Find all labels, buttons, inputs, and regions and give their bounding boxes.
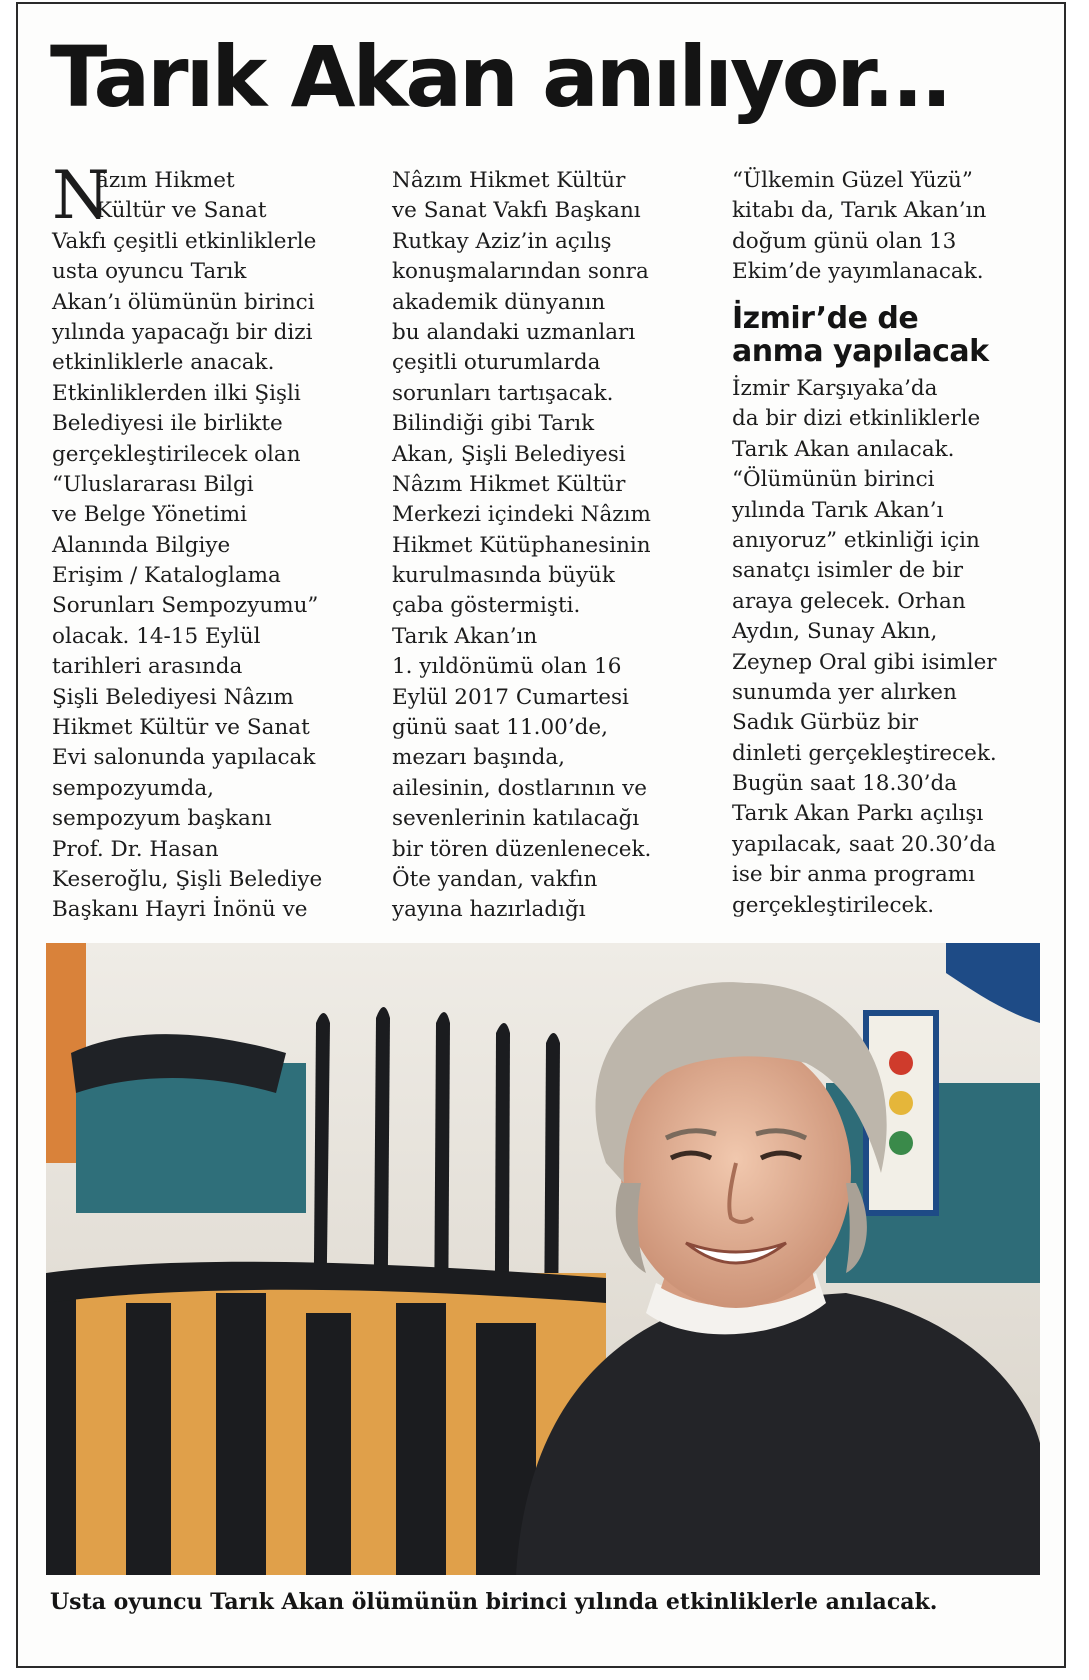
subheading [732, 302, 1032, 368]
column-3-top [732, 166, 1032, 288]
text-line: Rutkay Aziz’in açılış [392, 228, 612, 254]
text-line: da bir dizi etkinliklerle [732, 406, 981, 432]
text-line: yapılacak, saat 20.30’da [732, 831, 996, 857]
text-line: sorunları tartışacak. [392, 380, 614, 406]
text-line: Eylül 2017 Cumartesi [392, 684, 629, 710]
text-line: Başkanı Hayri İnönü ve [52, 897, 308, 923]
text-line: Tarık Akan’ın [392, 623, 538, 649]
text-line: bir tören düzenlenecek. [392, 836, 652, 862]
column-1 [52, 157, 364, 926]
text-line: Aydın, Sunay Akın, [732, 619, 938, 645]
text-line: gerçekleştirilecek. [732, 892, 935, 918]
text-line: araya gelecek. Orhan [732, 588, 966, 614]
text-line: ve Belge Yönetimi [52, 502, 248, 528]
text-line: Akan’ı ölümünün birinci [52, 289, 315, 315]
text-line: Belediyesi ile birlikte [52, 411, 283, 437]
text-line: bu alandaki uzmanları [392, 319, 636, 345]
text-line: kurulmasında büyük [392, 563, 615, 589]
column-2 [392, 166, 702, 926]
text-line: sempozyumda, [52, 775, 214, 801]
text-line: sevenlerinin katılacağı [392, 806, 640, 832]
text-line: tarihleri arasında [52, 654, 243, 680]
text-line: Bilindiği gibi Tarık [392, 411, 595, 437]
text-line: Alanında Bilgiye [52, 532, 231, 558]
subheading-line: İzmir’de de [732, 301, 919, 336]
text-line: 1. yıldönümü olan 16 [392, 654, 622, 680]
text-line: mezarı başında, [392, 745, 565, 771]
text-line: “Uluslararası Bilgi [52, 471, 254, 497]
text-line: ve Sanat Vakfı Başkanı [392, 198, 641, 224]
photo-caption: Usta oyuncu Tarık Akan ölümünün birinci yılında etkinliklerle anılacak. [50, 1589, 938, 1615]
column-3-bottom [732, 374, 1032, 921]
portrait-illustration [46, 943, 1040, 1575]
text-line: Nâzım Hikmet Kültür [392, 471, 626, 497]
text-line: “Ölümünün birinci [732, 467, 935, 493]
text-line: sunumda yer alırken [732, 679, 957, 705]
subheading-line: anma yapılacak [732, 334, 989, 369]
text-line: yılında Tarık Akan’ı [732, 497, 944, 523]
text-line: Vakfı çeşitli etkinliklerle [52, 228, 317, 254]
text-line: dinleti gerçekleştirecek. [732, 740, 997, 766]
text-line: sempozyum başkanı [52, 806, 272, 832]
text-line: Kültür ve Sanat [96, 198, 267, 224]
text-line: Ekim’de yayımlanacak. [732, 259, 984, 285]
text-line: kitabı da, Tarık Akan’ın [732, 198, 987, 224]
text-line: Keseroğlu, Şişli Belediye [52, 866, 323, 892]
text-line: olacak. 14-15 Eylül [52, 623, 261, 649]
text-line: konuşmalarından sonra [392, 259, 649, 285]
text-line: Nâzım Hikmet Kültür [392, 168, 626, 193]
text-line: çeşitli oturumlarda [392, 350, 601, 376]
text-line: usta oyuncu Tarık [52, 259, 247, 285]
text-line: İzmir Karşıyaka’da [732, 376, 938, 401]
text-line: günü saat 11.00’de, [392, 715, 608, 741]
text-line: Etkinliklerden ilki Şişli [52, 380, 301, 406]
drop-cap: N [52, 157, 110, 234]
text-line: gerçekleştirilecek olan [52, 441, 301, 467]
text-line: Zeynep Oral gibi isimler [732, 649, 997, 675]
text-line: Şişli Belediyesi Nâzım [52, 684, 294, 710]
text-line: akademik dünyanın [392, 289, 606, 315]
text-line: Bugün saat 18.30’da [732, 771, 958, 797]
text-line: Sadık Gürbüz bir [732, 710, 919, 736]
headline: Tarık Akan anılıyor... [50, 28, 950, 126]
text-line: Akan, Şişli Belediyesi [392, 441, 626, 467]
text-line: doğum günü olan 13 [732, 228, 957, 254]
text-line: anıyoruz” etkinliği için [732, 527, 980, 553]
text-line: Tarık Akan Parkı açılışı [732, 801, 984, 827]
portrait-photo [46, 943, 1040, 1575]
text-line: yılında yapacağı bir dizi [52, 319, 313, 345]
text-line: Hikmet Kültür ve Sanat [52, 715, 310, 741]
text-line: çaba göstermişti. [392, 593, 581, 619]
text-line: “Ülkemin Güzel Yüzü” [732, 168, 973, 193]
text-line: Öte yandan, vakfın [392, 866, 598, 892]
text-line: ailesinin, dostlarının ve [392, 775, 647, 801]
text-line: Sorunları Sempozyumu” [52, 593, 319, 619]
text-line: Tarık Akan anılacak. [732, 436, 955, 462]
text-line: Prof. Dr. Hasan [52, 836, 219, 862]
text-line: Merkezi içindeki Nâzım [392, 502, 651, 528]
text-line: etkinliklerle anacak. [52, 350, 275, 376]
text-line: ise bir anma programı [732, 862, 976, 888]
text-line: yayına hazırladığı [392, 897, 586, 923]
text-line: âzım Hikmet [96, 168, 235, 193]
text-line: Evi salonunda yapılacak [52, 745, 316, 771]
text-line: sanatçı isimler de bir [732, 558, 964, 584]
text-line: Erişim / Kataloglama [52, 563, 281, 589]
text-line: Hikmet Kütüphanesinin [392, 532, 651, 558]
